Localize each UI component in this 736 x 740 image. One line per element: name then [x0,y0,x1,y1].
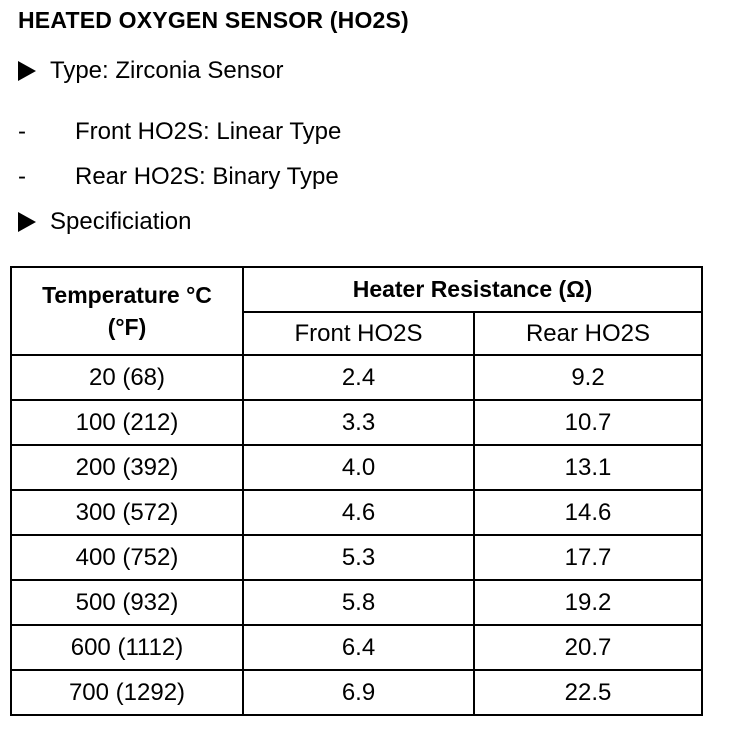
heater-resistance-table [10,266,703,716]
table-row [11,445,702,490]
rear-cell: 14.6 [474,490,702,535]
front-ho2s-text: Front HO2S: Linear Type [75,118,342,145]
front-cell: 5.3 [243,535,474,580]
front-cell: 6.4 [243,625,474,670]
temp-cell: 200 (392) [11,445,243,490]
front-cell: 5.8 [243,580,474,625]
dash-marker: - [18,163,26,190]
rear-cell: 20.7 [474,625,702,670]
dash-marker: - [18,118,26,145]
rear-cell: 22.5 [474,670,702,715]
rear-ho2s-item [18,161,339,193]
front-ho2s-header: Front HO2S [243,312,474,355]
rear-cell: 17.7 [474,535,702,580]
temp-cell: 400 (752) [11,535,243,580]
rear-cell: 9.2 [474,355,702,400]
type-text: Type: Zirconia Sensor [50,57,284,84]
temperature-header [11,267,243,355]
temp-cell: 600 (1112) [11,625,243,670]
table-header-row [11,267,702,312]
temp-cell: 700 (1292) [11,670,243,715]
front-cell: 3.3 [243,400,474,445]
temperature-header-line2: (°F) [107,314,147,340]
rear-ho2s-text: Rear HO2S: Binary Type [75,163,339,190]
rear-ho2s-header: Rear HO2S [474,312,702,355]
table-row [11,580,702,625]
table-row [11,670,702,715]
triangle-bullet-icon [18,212,36,232]
temp-cell: 500 (932) [11,580,243,625]
spec-text: Specificiation [50,208,192,235]
front-ho2s-item [18,116,341,148]
rear-cell: 13.1 [474,445,702,490]
spec-bullet [18,206,191,238]
temperature-header-line1: Temperature °C [42,282,212,308]
table-row [11,355,702,400]
table-row [11,490,702,535]
front-cell: 4.0 [243,445,474,490]
triangle-bullet-icon [18,61,36,81]
table-row [11,535,702,580]
temp-cell: 300 (572) [11,490,243,535]
type-bullet [18,55,283,87]
front-cell: 6.9 [243,670,474,715]
temp-cell: 100 (212) [11,400,243,445]
rear-cell: 10.7 [474,400,702,445]
rear-cell: 19.2 [474,580,702,625]
table-row [11,625,702,670]
heater-resistance-header: Heater Resistance (Ω) [243,267,702,312]
front-cell: 2.4 [243,355,474,400]
temp-cell: 20 (68) [11,355,243,400]
table-row [11,400,702,445]
page-title: HEATED OXYGEN SENSOR (HO2S) [18,7,409,33]
front-cell: 4.6 [243,490,474,535]
